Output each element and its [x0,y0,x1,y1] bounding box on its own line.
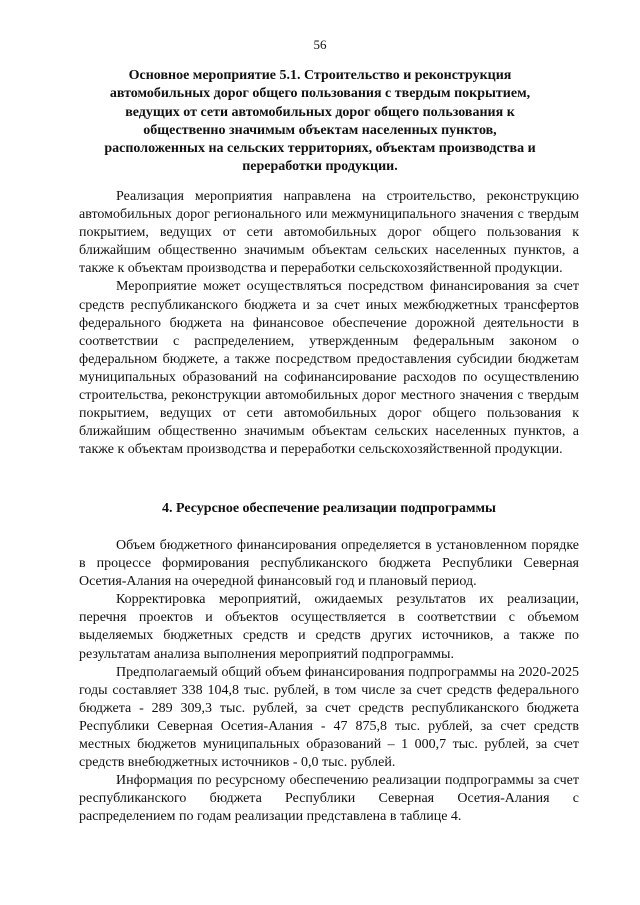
paragraph: Корректировка мероприятий, ожидаемых результатов их реализации, перечня проектов и объектов осуществляется в соответствии с объемом выделяемых бюджетных средств и средств других источников, а также по результатам анализа выполнения мероприятий подпрограммы. [79,592,579,662]
activity-heading: Основное мероприятие 5.1. Строительство и реконструкция автомобильных дорог общего пользования с твердым покрытием, ведущих от сети автомобильных дорог общего пользования к общественно значимым объектам населенных пунктов, расположенных на сельских территориях, объектам производства и переработки продукции. [104,68,536,175]
section-title: 4. Ресурсное обеспечение реализации подпрограммы [162,501,496,516]
paragraph: Информация по ресурсному обеспечению реализации подпрограммы за счет республиканского бюджета Республики Северная Осетия-Алания с распределением по годам реализации представлена в таблице 4. [79,773,579,825]
paragraph: Реализация мероприятия направлена на строительство, реконструкцию автомобильных дорог регионального или межмуниципального значения с твердым покрытием, ведущих от сети автомобильных дорог общего пользования к ближайшим общественно значимым объектам сельских населенных пунктов, а также к объектам производства и переработки сельскохозяйственной продукции. [79,189,579,277]
page-number: 56 [313,37,327,52]
paragraph: Мероприятие может осуществляться посредством финансирования за счет средств республиканского бюджета и за счет иных межбюджетных трансфертов федерального бюджета на финансовое обеспечение дорожной деятельности в соответствии с распределением, утвержденным федеральным законом о федеральном бюджете, а также посредством предоставления субсидии бюджетам муниципальных образований на софинансирование расходов по осуществлению строительства, реконструкции автомобильных дорог местного значения с твердым покрытием, ведущих от сети автомобильных дорог общего пользования к ближайшим общественно значимым объектам сельских населенных пунктов, а также к объектам производства и переработки сельскохозяйственной продукции. [79,279,579,458]
intro-text [79,188,579,459]
paragraph: Предполагаемый общий объем финансирования подпрограммы на 2020-2025 годы составляет 338 104,8 тыс. рублей, в том числе за счет средств федерального бюджета - 289 309,3 тыс. рублей, за счет средств республиканского бюджета Республики Северная Осетия-Алания - 47 875,8 тыс. рублей, за счет средств местных бюджетов муниципальных образований – 1 000,7 тыс. рублей, за счет средств внебюджетных источников - 0,0 тыс. рублей. [79,664,579,771]
paragraph: Объем бюджетного финансирования определяется в установленном порядке в процессе формирования республиканского бюджета Республики Северная Осетия-Алания на очередной финансовый год и плановый период. [79,538,579,590]
section-text [79,537,579,827]
